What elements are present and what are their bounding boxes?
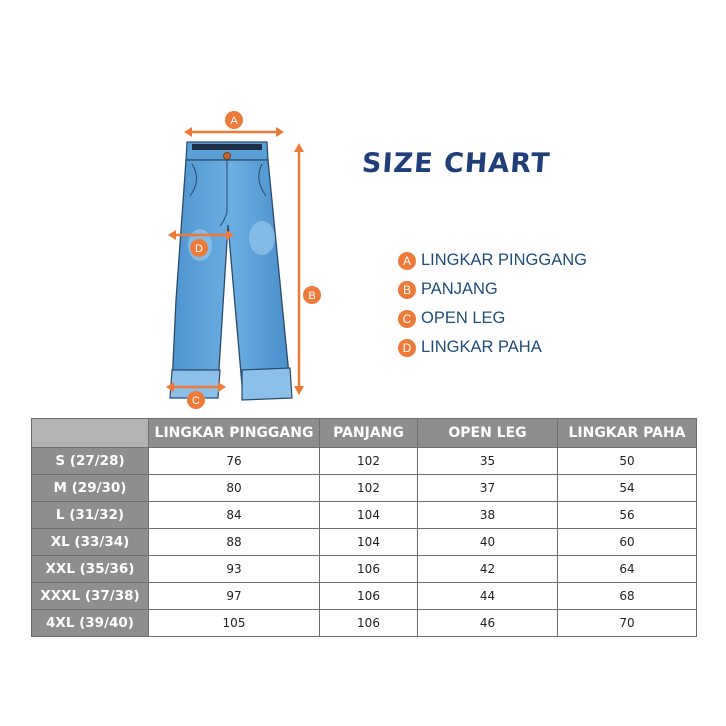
legend <box>398 246 587 362</box>
row-size-label: XL (33/34) <box>32 529 149 556</box>
legend-item-b <box>398 275 587 304</box>
table-cell: 44 <box>418 583 558 610</box>
table-row <box>32 448 697 475</box>
row-size-label: 4XL (39/40) <box>32 610 149 637</box>
table-cell: 64 <box>558 556 697 583</box>
table-cell: 104 <box>320 529 418 556</box>
table-cell: 102 <box>320 475 418 502</box>
table-cell: 80 <box>149 475 320 502</box>
column-header: PANJANG <box>320 419 418 448</box>
size-table <box>31 418 697 637</box>
column-header: LINGKAR PAHA <box>558 419 697 448</box>
table-cell: 88 <box>149 529 320 556</box>
table-cell: 54 <box>558 475 697 502</box>
table-cell: 46 <box>418 610 558 637</box>
table-cell: 106 <box>320 556 418 583</box>
table-cell: 60 <box>558 529 697 556</box>
marker-d-label: D <box>195 243 203 255</box>
table-row <box>32 610 697 637</box>
page-title: SIZE CHART <box>360 148 552 179</box>
row-size-label: XXXL (37/38) <box>32 583 149 610</box>
row-size-label: XXL (35/36) <box>32 556 149 583</box>
table-row <box>32 475 697 502</box>
legend-badge-c: C <box>398 310 416 328</box>
table-cell: 56 <box>558 502 697 529</box>
table-cell: 38 <box>418 502 558 529</box>
table-cell: 105 <box>149 610 320 637</box>
legend-item-c <box>398 304 587 333</box>
legend-label-b: PANJANG <box>421 280 498 298</box>
table-cell: 93 <box>149 556 320 583</box>
row-size-label: L (31/32) <box>32 502 149 529</box>
table-cell: 102 <box>320 448 418 475</box>
table-cell: 70 <box>558 610 697 637</box>
legend-badge-a: A <box>398 252 416 270</box>
table-cell: 84 <box>149 502 320 529</box>
table-cell: 37 <box>418 475 558 502</box>
table-header-row <box>32 419 697 448</box>
marker-a-label: A <box>230 115 238 127</box>
row-size-label: M (29/30) <box>32 475 149 502</box>
table-cell: 35 <box>418 448 558 475</box>
table-cell: 50 <box>558 448 697 475</box>
table-row <box>32 529 697 556</box>
legend-label-c: OPEN LEG <box>421 309 506 327</box>
table-cell: 106 <box>320 610 418 637</box>
table-row <box>32 502 697 529</box>
marker-c-label: C <box>192 395 200 407</box>
measure-arrow-a <box>184 111 284 137</box>
table-cell: 104 <box>320 502 418 529</box>
table-cell: 42 <box>418 556 558 583</box>
legend-label-d: LINGKAR PAHA <box>421 338 542 356</box>
table-cell: 68 <box>558 583 697 610</box>
row-size-label: S (27/28) <box>32 448 149 475</box>
table-corner <box>32 419 149 448</box>
column-header: LINGKAR PINGGANG <box>149 419 320 448</box>
table-row <box>32 556 697 583</box>
marker-b-label: B <box>308 290 316 302</box>
legend-badge-d: D <box>398 339 416 357</box>
table-cell: 106 <box>320 583 418 610</box>
legend-item-d <box>398 333 587 362</box>
table-cell: 97 <box>149 583 320 610</box>
legend-badge-b: B <box>398 281 416 299</box>
measure-arrow-b <box>294 143 321 395</box>
table-row <box>32 583 697 610</box>
column-header: OPEN LEG <box>418 419 558 448</box>
legend-label-a: LINGKAR PINGGANG <box>421 251 587 269</box>
table-cell: 40 <box>418 529 558 556</box>
legend-item-a <box>398 246 587 275</box>
table-cell: 76 <box>149 448 320 475</box>
jeans-illustration <box>150 100 330 420</box>
